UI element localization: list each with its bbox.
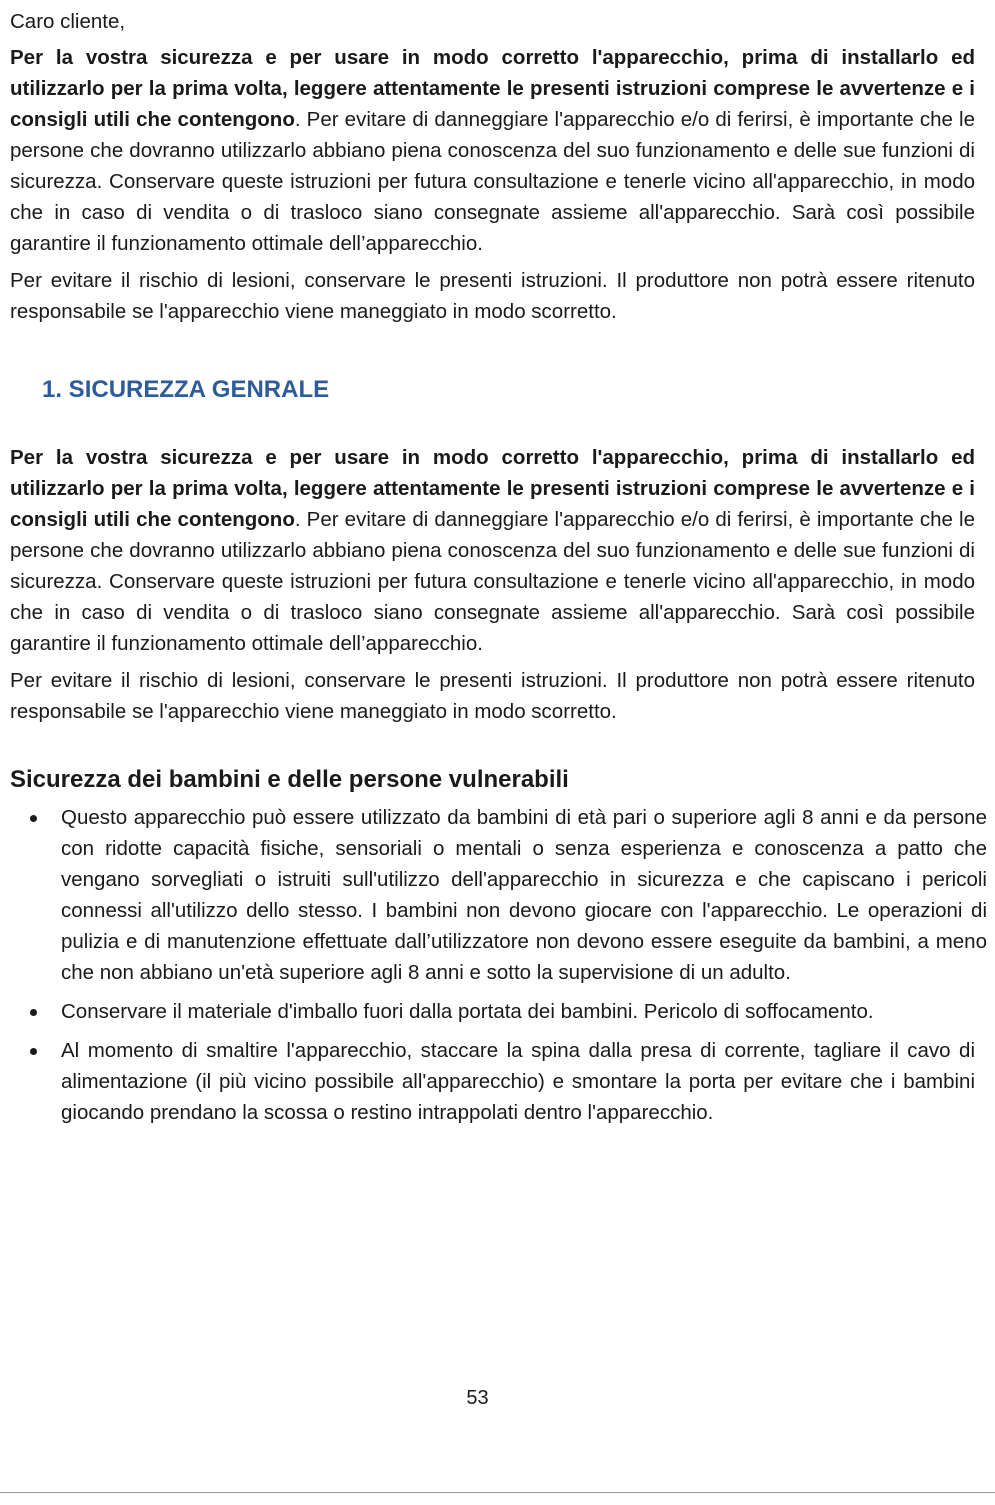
footer-divider bbox=[0, 1492, 995, 1493]
children-safety-heading: Sicurezza dei bambini e delle persone vulnerabili bbox=[10, 766, 569, 793]
intro-bold-text: Per la vostra sicurezza e per usare in modo corretto l'apparecchio, prima di installarlo ed utilizzarlo per la prima volta, leggere attentamente le presenti istruzioni comprese le avvertenze e i consigli utili che contengono bbox=[10, 46, 975, 131]
greeting: Caro cliente, bbox=[10, 10, 126, 33]
list-item bbox=[10, 996, 975, 1027]
section1-bold-text: Per la vostra sicurezza e per usare in modo corretto l'apparecchio, prima di installarlo ed utilizzarlo per la prima volta, leggere attentamente le presenti istruzioni comprese le avvertenze e i consigli utili che contengono bbox=[10, 446, 975, 531]
section-title-general-safety: 1. SICUREZZA GENRALE bbox=[42, 376, 330, 403]
intro-paragraph bbox=[10, 42, 975, 259]
section1-note: Per evitare il rischio di lesioni, conservare le presenti istruzioni. Il produttore non potrà essere ritenuto responsabile se l'apparecchio viene maneggiato in modo scorretto. bbox=[10, 669, 975, 723]
bullet-icon bbox=[30, 815, 37, 822]
section1-body-text: . Per evitare di danneggiare l'apparecchio e/o di ferirsi, è importante che le persone che dovranno utilizzarlo abbiano piena conoscenza del suo funzionamento e delle sue funzioni di sicurezza. Conservare queste istruzioni per futura consultazione e tenerle vicino all'apparecchio, in modo che in caso di vendita o di trasloco siano consegnate assieme all'apparecchio. Sarà così possibile garantire il funzionamento ottimale dell’apparecchio. bbox=[10, 508, 975, 655]
page-number: 53 bbox=[466, 1387, 489, 1409]
bullet-icon bbox=[30, 1048, 37, 1055]
list-item-text: Conservare il materiale d'imballo fuori dalla portata dei bambini. Pericolo di soffocamento. bbox=[61, 1000, 874, 1023]
list-item-text: Questo apparecchio può essere utilizzato da bambini di età pari o superiore agli 8 anni e da persone con ridotte capacità fisiche, sensoriali o mentali o senza esperienza e conoscenza a patto che vengano sorvegliati o istruiti sull'utilizzo dell'apparecchio in sicurezza e che capiscano i pericoli connessi all'utilizzo dello stesso. I bambini non devono giocare con l'apparecchio. Le operazioni di pulizia e di manutenzione effettuate dall’utilizzatore non devono essere eseguite da bambini, a meno che non abbiano un'età superiore agli 8 anni e sotto la supervisione di un adulto. bbox=[61, 806, 987, 984]
children-safety-list bbox=[10, 802, 987, 1128]
bullet-icon bbox=[30, 1009, 37, 1016]
intro-note: Per evitare il rischio di lesioni, conservare le presenti istruzioni. Il produttore non potrà essere ritenuto responsabile se l'apparecchio viene maneggiato in modo scorretto. bbox=[10, 269, 975, 323]
page-content bbox=[10, 6, 987, 1136]
intro-body-text: . Per evitare di danneggiare l'apparecchio e/o di ferirsi, è importante che le persone che dovranno utilizzarlo abbiano piena conoscenza del suo funzionamento e delle sue funzioni di sicurezza. Conservare queste istruzioni per futura consultazione e tenerle vicino all'apparecchio, in modo che in caso di vendita o di trasloco siano consegnate assieme all'apparecchio. Sarà così possibile garantire il funzionamento ottimale dell’apparecchio. bbox=[10, 108, 975, 255]
list-item bbox=[10, 1035, 975, 1128]
list-item bbox=[10, 802, 987, 988]
list-item-text: Al momento di smaltire l'apparecchio, staccare la spina dalla presa di corrente, tagliare il cavo di alimentazione (il più vicino possibile all'apparecchio) e smontare la porta per evitare che i bambini giocando prendano la scossa o restino intrappolati dentro l'apparecchio. bbox=[61, 1039, 975, 1124]
section1-paragraph bbox=[10, 442, 975, 659]
